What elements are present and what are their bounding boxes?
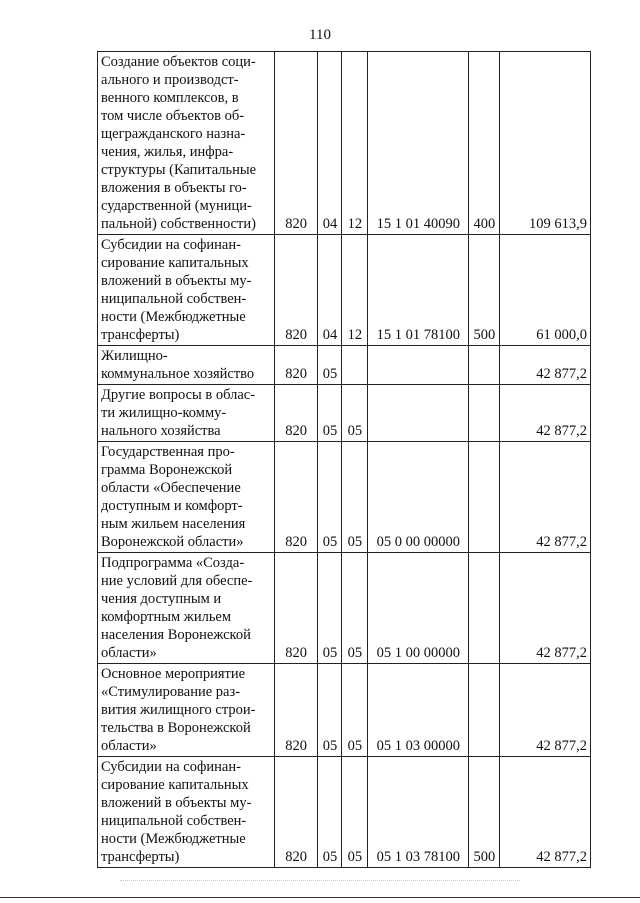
- row-csr: 15 1 01 78100: [368, 235, 469, 346]
- row-pr: 12: [342, 235, 368, 346]
- row-pr: 05: [342, 757, 368, 868]
- row-sum: 42 877,2: [500, 553, 591, 664]
- row-csr: [368, 385, 469, 442]
- row-csr: 05 1 00 00000: [368, 553, 469, 664]
- table-row: [98, 664, 591, 757]
- row-gr: 820: [274, 385, 318, 442]
- row-vr: 500: [469, 235, 500, 346]
- row-name: Субсидии на софинан- сирование капитальных вложений в объекты му- ниципальной собствен- ности (Межбюджетные трансферты): [98, 757, 275, 868]
- row-csr: 05 0 00 00000: [368, 442, 469, 553]
- row-csr: 05 1 03 00000: [368, 664, 469, 757]
- table-row: [98, 442, 591, 553]
- row-vr: [469, 553, 500, 664]
- row-vr: [469, 346, 500, 385]
- row-sum: 42 877,2: [500, 757, 591, 868]
- row-vr: 500: [469, 757, 500, 868]
- row-name: Государственная про- грамма Воронежской области «Обеспечение доступным и комфорт- ным жильем населения Воронежской области»: [98, 442, 275, 553]
- row-name: Субсидии на софинан- сирование капитальных вложений в объекты му- ниципальной собствен- ности (Межбюджетные трансферты): [98, 235, 275, 346]
- row-rz: 05: [318, 757, 342, 868]
- table-row: [98, 553, 591, 664]
- row-gr: 820: [274, 553, 318, 664]
- row-gr: 820: [274, 664, 318, 757]
- row-rz: 05: [318, 442, 342, 553]
- row-name: Подпрограмма «Созда- ние условий для обеспе- чения доступным и комфортным жильем населения Воронежской области»: [98, 553, 275, 664]
- row-pr: 05: [342, 385, 368, 442]
- row-name: Основное мероприятие «Стимулирование раз- вития жилищного строи- тельства в Воронежской области»: [98, 664, 275, 757]
- row-vr: 400: [469, 52, 500, 235]
- row-sum: 42 877,2: [500, 385, 591, 442]
- row-rz: 05: [318, 385, 342, 442]
- row-csr: 05 1 03 78100: [368, 757, 469, 868]
- table-row: [98, 235, 591, 346]
- table-row: [98, 757, 591, 868]
- table-row: [98, 52, 591, 235]
- scan-noise: [120, 880, 520, 882]
- row-sum: 42 877,2: [500, 346, 591, 385]
- row-pr: 05: [342, 442, 368, 553]
- row-rz: 05: [318, 664, 342, 757]
- table-row: [98, 385, 591, 442]
- row-vr: [469, 664, 500, 757]
- row-gr: 820: [274, 346, 318, 385]
- row-pr: 12: [342, 52, 368, 235]
- row-gr: 820: [274, 52, 318, 235]
- row-csr: 15 1 01 40090: [368, 52, 469, 235]
- row-sum: 42 877,2: [500, 442, 591, 553]
- row-gr: 820: [274, 442, 318, 553]
- row-gr: 820: [274, 757, 318, 868]
- row-pr: 05: [342, 553, 368, 664]
- row-vr: [469, 442, 500, 553]
- row-pr: [342, 346, 368, 385]
- page-number: 110: [309, 27, 331, 43]
- row-name: Создание объектов соци- ального и производст- венного комплексов, в том числе объектов об- щегражданского назна- чения, жилья, инфра- структуры (Капитальные вложения в объекты го- сударственной (муници- пальной) собственности): [98, 52, 275, 235]
- row-csr: [368, 346, 469, 385]
- row-rz: 04: [318, 235, 342, 346]
- row-pr: 05: [342, 664, 368, 757]
- row-rz: 05: [318, 553, 342, 664]
- row-sum: 42 877,2: [500, 664, 591, 757]
- row-sum: 109 613,9: [500, 52, 591, 235]
- row-name: Другие вопросы в облас- ти жилищно-комму- нального хозяйства: [98, 385, 275, 442]
- row-rz: 05: [318, 346, 342, 385]
- footer-rule: [0, 897, 640, 898]
- row-vr: [469, 385, 500, 442]
- row-rz: 04: [318, 52, 342, 235]
- row-gr: 820: [274, 235, 318, 346]
- table-row: [98, 346, 591, 385]
- budget-table: [97, 51, 591, 868]
- row-name: Жилищно- коммунальное хозяйство: [98, 346, 275, 385]
- row-sum: 61 000,0: [500, 235, 591, 346]
